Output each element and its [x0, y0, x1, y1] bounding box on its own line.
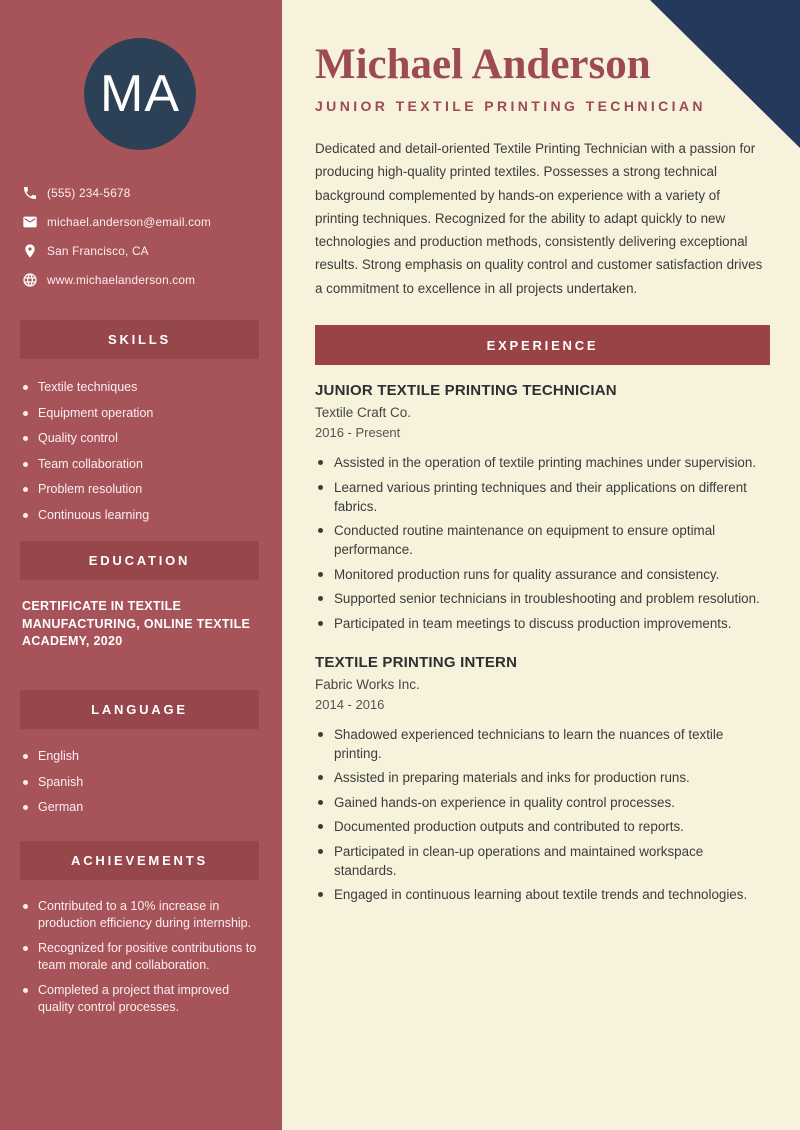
job-bullet: Engaged in continuous learning about textile trends and technologies. [315, 885, 767, 904]
job-bullet-list [315, 453, 767, 633]
main-content [282, 0, 800, 1130]
contact-item-email [22, 207, 267, 236]
job-bullet: Documented production outputs and contributed to reports. [315, 817, 767, 836]
job-title: TEXTILE PRINTING INTERN [315, 653, 518, 671]
contact-website-text: www.michaelanderson.com [47, 272, 196, 287]
job-dates: 2014 - 2016 [315, 696, 385, 712]
achievement-item: Contributed to a 10% increase in production efficiency during internship. [22, 898, 262, 931]
job-dates: 2016 - Present [315, 425, 401, 441]
job-bullet: Learned various printing techniques and their applications on different fabrics. [315, 478, 767, 516]
job-bullet: Participated in clean-up operations and maintained workspace standards. [315, 842, 767, 880]
job-bullet-list [315, 725, 767, 905]
globe-icon [22, 272, 38, 288]
skills-section-title: SKILLS [107, 332, 172, 347]
contact-section [22, 178, 267, 294]
job-company: Textile Craft Co. [315, 405, 412, 421]
experience-section-header [315, 325, 770, 365]
job-title: JUNIOR TEXTILE PRINTING TECHNICIAN [315, 382, 617, 400]
job-bullet: Gained hands-on experience in quality control processes. [315, 793, 767, 812]
email-icon [22, 214, 38, 230]
avatar-initials: MA [100, 65, 180, 123]
achievement-item: Completed a project that improved quality control processes. [22, 982, 262, 1015]
contact-item-location [22, 236, 267, 265]
achievements-section-title: ACHIEVEMENTS [71, 853, 208, 868]
job-bullet: Monitored production runs for quality assurance and consistency. [315, 565, 767, 584]
skill-item: Team collaboration [22, 456, 262, 473]
language-section-title: LANGUAGE [91, 702, 188, 717]
skill-item: Problem resolution [22, 481, 262, 498]
job-bullet: Supported senior technicians in troubleshooting and problem resolution. [315, 589, 767, 608]
language-list [22, 748, 262, 825]
experience-section-title: EXPERIENCE [486, 337, 599, 353]
job-bullet: Participated in team meetings to discuss production improvements. [315, 614, 767, 633]
skill-item: Equipment operation [22, 405, 262, 422]
achievements-section-header [20, 841, 259, 880]
person-job-title: JUNIOR TEXTILE PRINTING TECHNICIAN [315, 98, 706, 114]
job-bullet: Shadowed experienced technicians to learn the nuances of textile printing. [315, 725, 767, 763]
education-section-header [20, 541, 259, 580]
job-company: Fabric Works Inc. [315, 676, 420, 692]
job-bullet: Assisted in preparing materials and inks for production runs. [315, 768, 767, 787]
person-name: Michael Anderson [315, 41, 651, 88]
achievements-list [22, 898, 262, 1024]
summary-paragraph: Dedicated and detail-oriented Textile Printing Technician with a passion for producing high-quality printed textiles. Possesses a strong technical background complemented by hands-on experience with a variety of printing techniques. Recognized for the ability to adapt quickly to new technologies and production methods, consistently delivering exceptional results. Strong emphasis on quality control and customer satisfaction drives a commitment to excellence in all projects undertaken. [315, 141, 763, 296]
contact-email-text: michael.anderson@email.com [47, 214, 212, 229]
contact-item-phone [22, 178, 267, 207]
achievement-item: Recognized for positive contributions to team morale and collaboration. [22, 940, 262, 973]
contact-location-text: San Francisco, CA [47, 243, 149, 258]
skills-list [22, 379, 262, 532]
education-section-title: EDUCATION [88, 553, 191, 568]
experience-entry [315, 382, 764, 633]
skill-item: Textile techniques [22, 379, 262, 396]
language-item: Spanish [22, 774, 262, 791]
job-bullet: Assisted in the operation of textile printing machines under supervision. [315, 453, 767, 472]
skill-item: Quality control [22, 430, 262, 447]
language-item: English [22, 748, 262, 765]
phone-icon [22, 185, 38, 201]
job-bullet: Conducted routine maintenance on equipment to ensure optimal performance. [315, 521, 767, 559]
location-pin-icon [22, 243, 38, 259]
skills-section-header [20, 320, 259, 359]
sidebar [0, 0, 282, 1130]
education-entry: CERTIFICATE IN TEXTILE MANUFACTURING, ONLINE TEXTILE ACADEMY, 2020 [22, 599, 251, 648]
language-section-header [20, 690, 259, 729]
language-item: German [22, 799, 262, 816]
experience-entry [315, 654, 764, 905]
avatar [84, 38, 196, 150]
contact-item-website [22, 265, 267, 294]
skill-item: Continuous learning [22, 507, 262, 524]
contact-phone-text: (555) 234-5678 [47, 185, 131, 200]
